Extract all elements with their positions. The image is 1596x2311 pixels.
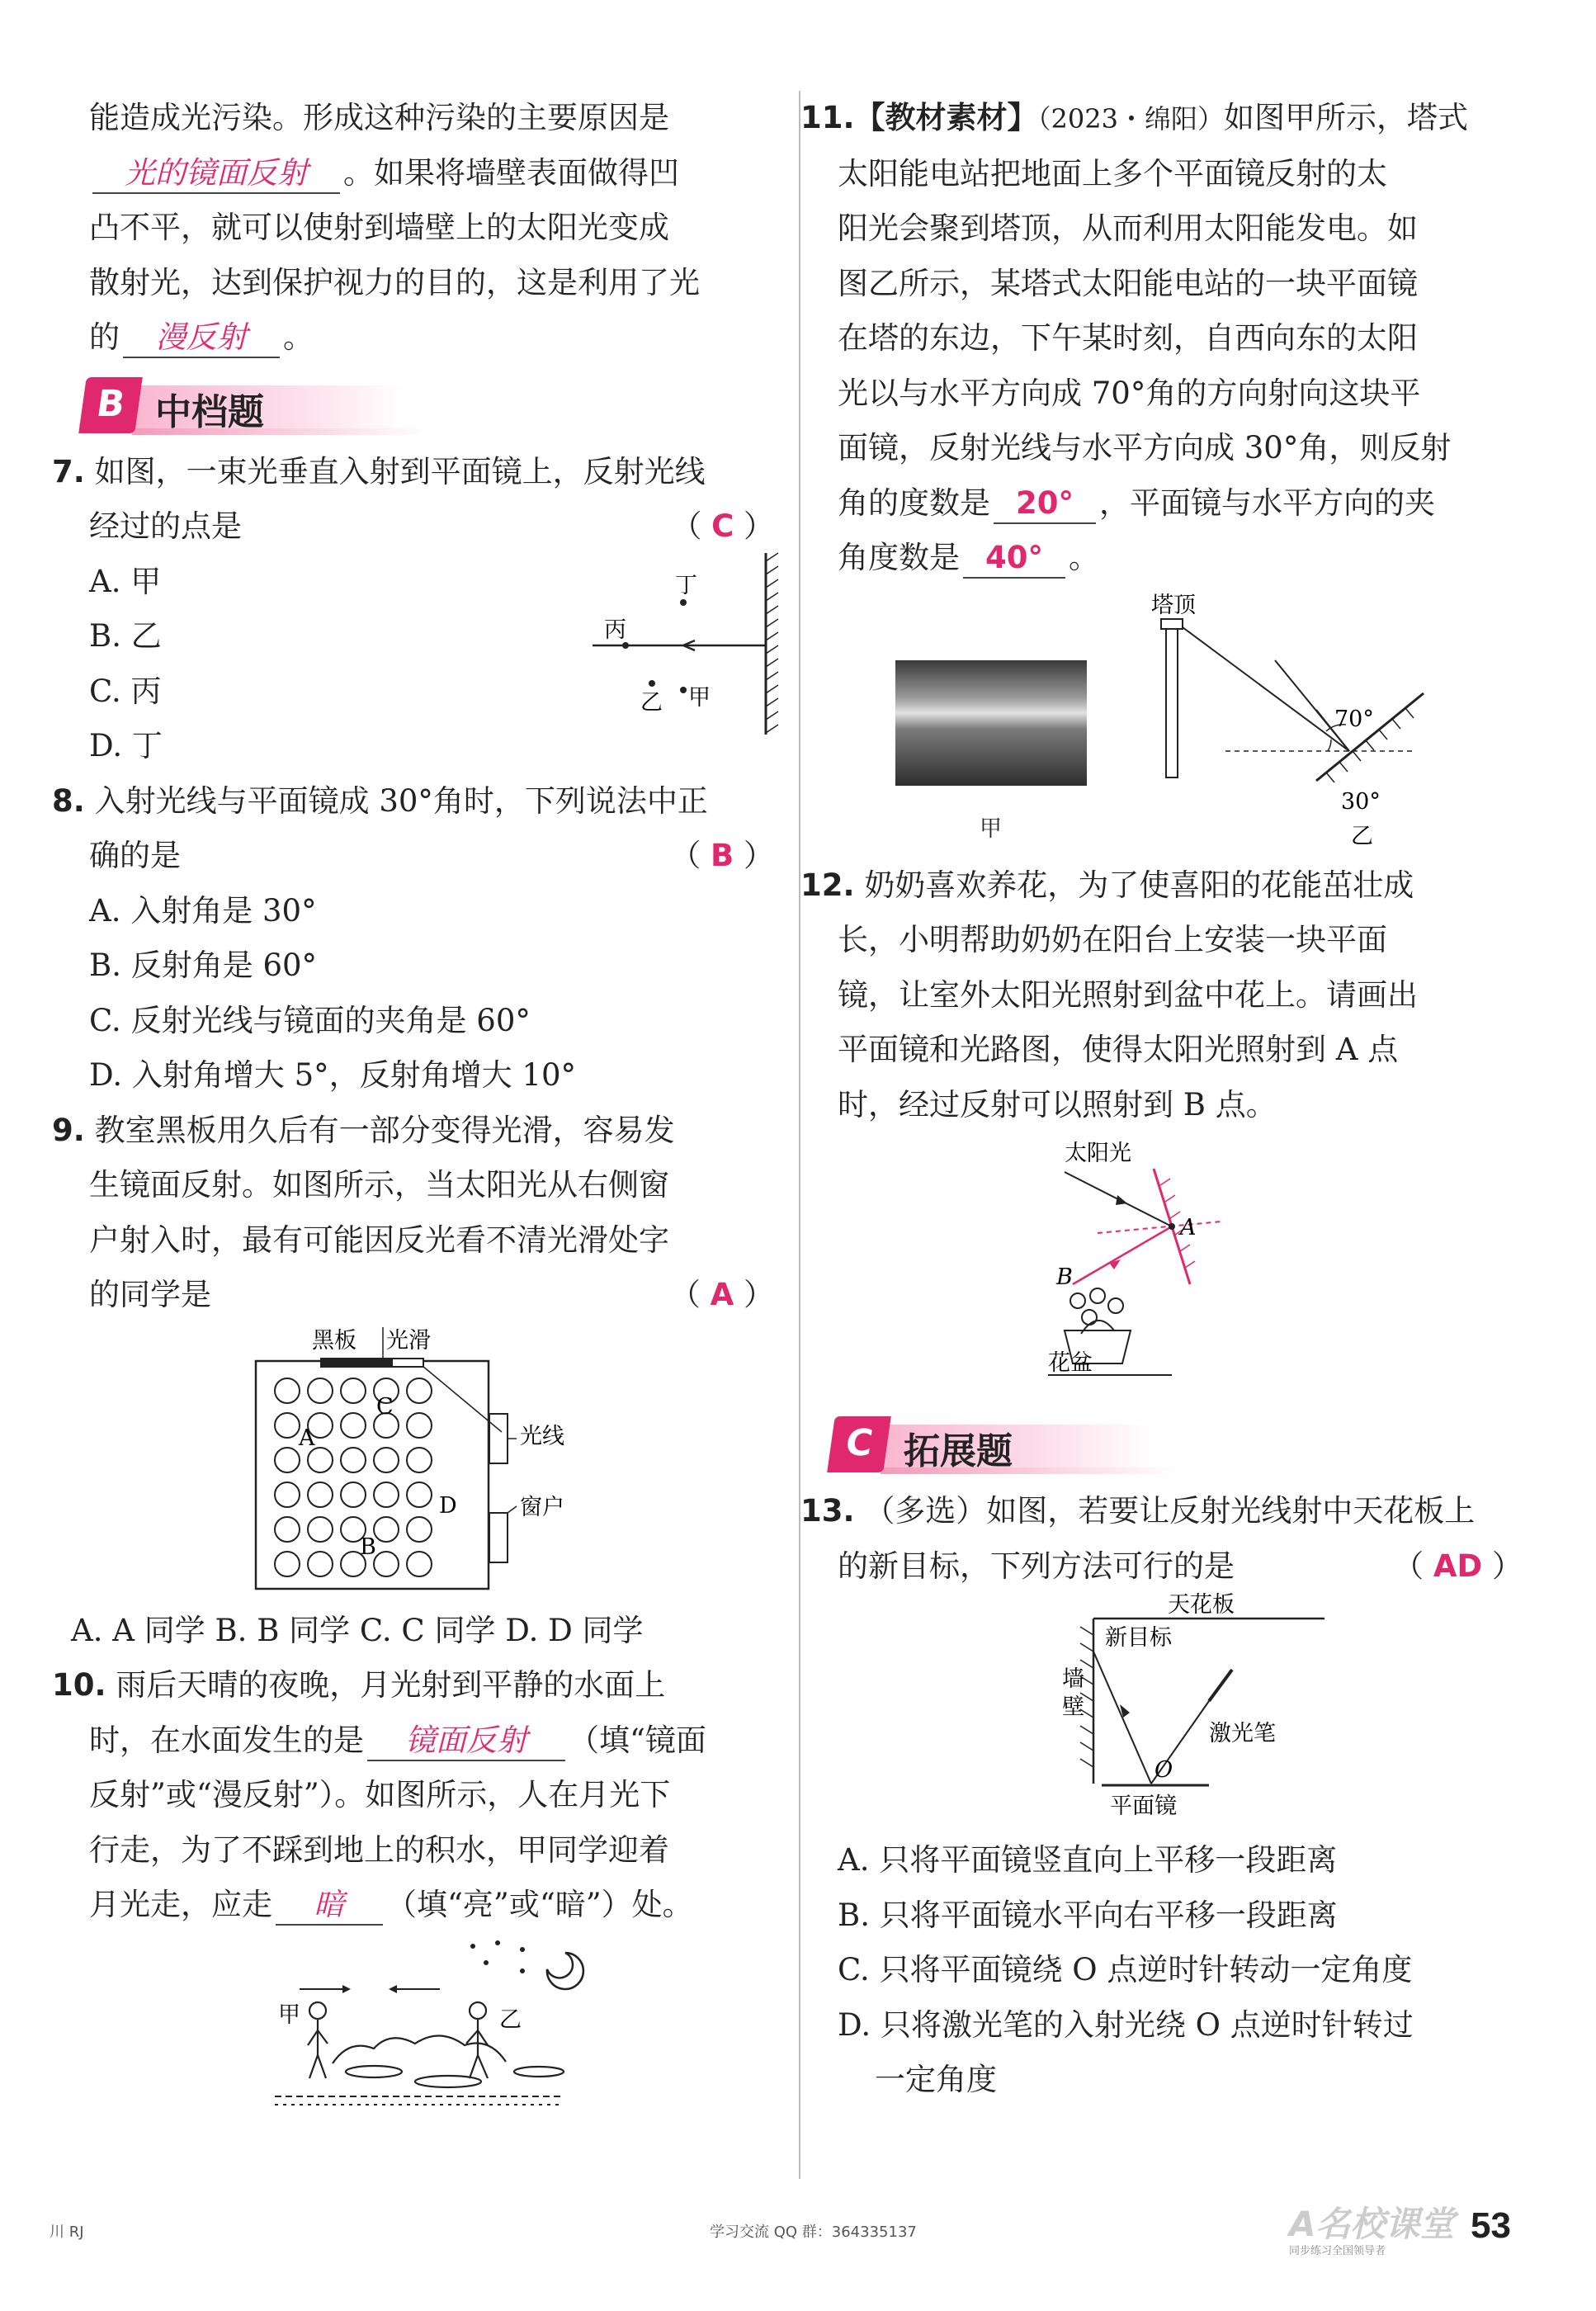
q11-label-yi: 乙	[1351, 823, 1373, 849]
q13-option-c: C. 只将平面镜绕 O 点逆时针转动一定角度	[838, 1952, 1413, 1987]
q13-label-o: O	[1155, 1757, 1173, 1783]
q12-label-pot: 花盆	[1048, 1350, 1093, 1376]
section-b-title: 中档题	[155, 390, 264, 433]
q6-line3: 凸不平，就可以使射到墙壁上的太阳光变成	[89, 210, 669, 245]
q10-stem-2: 时，在水面发生的是 镜面反射 （填“镜面	[89, 1713, 774, 1769]
q11-stem-8: 角的度数是 20° ，平面镜与水平方向的夹	[838, 476, 1523, 532]
q9-label-a: A	[299, 1425, 315, 1451]
q9-stem-2: 生镜面反射。如图所示，当太阳光从右侧窗	[89, 1167, 669, 1203]
q8-option-a: A. 入射角是 30°	[89, 892, 317, 929]
q11-diagram-yi	[1151, 586, 1481, 858]
q11-stem-6: 光以与水平方向成 70°角的方向射向这块平	[838, 375, 1421, 411]
q13-label-laser: 激光笔	[1209, 1721, 1276, 1746]
q10-label-yi: 乙	[499, 2006, 522, 2033]
q13-label-wall-1: 墙	[1062, 1666, 1084, 1692]
q10-label-jia: 甲	[278, 2001, 300, 2028]
q13-option-a: A. 只将平面镜竖直向上平移一段距离	[838, 1842, 1338, 1878]
right-column	[800, 91, 1523, 2108]
q9-classroom-figure	[254, 1323, 683, 1604]
q9-label-d: D	[439, 1492, 457, 1519]
q12-label-sun: 太阳光	[1065, 1141, 1131, 1166]
q11-stem-2: 太阳能电站把地面上多个平面镜反射的太	[838, 155, 1387, 191]
q7-option-a: A. 甲	[89, 563, 162, 599]
q11-stem-3: 阳光会聚到塔顶，从而利用太阳能发电。如	[838, 210, 1418, 246]
publisher-logo: A名校课堂 同步练习全国领导者	[1289, 2204, 1455, 2257]
q11-answer-blank-1: 20°	[994, 484, 1096, 524]
section-c-badge: C	[827, 1416, 891, 1472]
q11-stem-4: 图乙所示，某塔式太阳能电站的一块平面镜	[838, 265, 1418, 301]
q12-flowerpot-figure	[1048, 1136, 1329, 1400]
q12-stem-2: 长，小明帮助奶奶在阳台上安装一块平面	[838, 922, 1387, 957]
q13-option-b: B. 只将平面镜水平向右平移一段距离	[838, 1897, 1338, 1933]
q6-line1: 能造成光污染。形成这种污染的主要原因是	[89, 100, 669, 135]
q12-label-b: B	[1056, 1264, 1073, 1290]
q9-options: A. A 同学 B. B 同学 C. C 同学 D. D 同学	[71, 1612, 644, 1648]
q12-stem-5: 时，经过反射可以照射到 B 点。	[838, 1086, 1277, 1122]
q13-answer: AD	[1433, 1548, 1483, 1584]
q6-line2: 光的镜面反射 。如果将墙壁表面做得凹	[89, 146, 774, 201]
q12-label-a: A	[1180, 1215, 1197, 1241]
q13-label-target: 新目标	[1105, 1625, 1172, 1651]
q6-line5: 的 漫反射 。	[89, 310, 774, 366]
q9-label-smooth: 光滑	[386, 1327, 431, 1354]
q9-label-window: 窗户	[520, 1494, 564, 1520]
q7-label-jia: 甲	[688, 684, 711, 711]
q8-option-d: D. 入射角增大 5°，反射角增大 10°	[89, 1057, 577, 1093]
q6-answer-blank-1: 光的镜面反射	[92, 154, 340, 194]
section-c-header	[831, 1411, 1523, 1479]
q10-stem-5: 月光走，应走 暗 （填“亮”或“暗”）处。	[89, 1878, 774, 1933]
q7-label-bing: 丙	[604, 617, 626, 643]
q6-answer-blank-2: 漫反射	[123, 319, 280, 358]
q9-label-blackboard: 黑板	[312, 1327, 357, 1354]
q13-option-d-cont: 一定角度	[875, 2062, 997, 2097]
q12-stem-3: 镜，让室外太阳光照射到盆中花上。请画出	[838, 976, 1418, 1013]
q7-option-c: C. 丙	[89, 673, 162, 709]
q7-stem-2: 经过的点是 （ C ）	[89, 508, 774, 544]
q10-stem-4: 行走，为了不踩到地上的积水，甲同学迎着	[89, 1831, 669, 1868]
q11-label-jia: 甲	[980, 815, 1002, 842]
q8-answer: B	[711, 838, 734, 873]
q7-label-yi: 乙	[640, 689, 663, 716]
page-number: 53	[1471, 2205, 1511, 2246]
q9-answer: A	[710, 1277, 734, 1312]
q11-label-30deg: 30°	[1341, 788, 1381, 815]
left-column	[52, 91, 774, 2115]
q8-option-b: B. 反射角是 60°	[89, 948, 318, 983]
q6-line4: 散射光，达到保护视力的目的，这是利用了光	[89, 264, 700, 300]
q7-figure	[593, 553, 791, 751]
q9-stem: 9. 教室黑板用久后有一部分变得光滑，容易发	[52, 1112, 675, 1148]
q13-label-ceiling: 天花板	[1168, 1592, 1235, 1618]
q11-photo-jia	[895, 660, 1087, 786]
q8-stem-2: 确的是 （ B ）	[89, 838, 774, 873]
q7-stem: 7. 如图，一束光垂直入射到平面镜上，反射光线	[52, 453, 706, 489]
q10-stem: 10. 雨后天晴的夜晚，月光射到平静的水面上	[52, 1667, 666, 1703]
q10-answer-blank-1: 镜面反射	[367, 1722, 565, 1761]
q8-option-c: C. 反射光线与镜面的夹角是 60°	[89, 1002, 531, 1038]
section-b-header	[83, 372, 774, 440]
q8-stem: 8. 入射光线与平面镜成 30°角时，下列说法中正	[52, 782, 708, 819]
q13-label-mirror: 平面镜	[1110, 1794, 1177, 1819]
q9-label-c: C	[376, 1393, 394, 1420]
footer-qq-group: 学习交流 QQ 群：364335137	[710, 2224, 917, 2241]
q9-stem-3: 户射入时，最有可能因反光看不清光滑处字	[89, 1222, 669, 1258]
q7-label-ding: 丁	[675, 572, 697, 598]
q12-stem: 12. 奶奶喜欢养花，为了使喜阳的花能茁壮成	[800, 867, 1414, 903]
q7-answer: C	[711, 508, 734, 544]
q9-stem-4: 的同学是 （ A ）	[89, 1277, 774, 1312]
q7-option-d: D. 丁	[89, 728, 163, 763]
q13-stem: 13. （多选）如图，若要让反射光线射中天花板上	[800, 1493, 1476, 1529]
q11-stem-9: 角度数是 40° 。	[838, 531, 1523, 586]
q11-answer-blank-2: 40°	[963, 539, 1065, 579]
q10-answer-blank-2: 暗	[276, 1886, 383, 1926]
q10-moonlight-figure	[275, 1940, 654, 2113]
q13-stem-2: 的新目标，下列方法可行的是 （ AD ）	[838, 1548, 1523, 1584]
section-b-badge: B	[78, 377, 143, 433]
q11-label-70deg: 70°	[1334, 706, 1374, 732]
column-divider	[799, 91, 800, 2179]
q9-label-b: B	[360, 1534, 376, 1560]
q13-label-wall-2: 壁	[1062, 1694, 1084, 1720]
q12-stem-4: 平面镜和光路图，使得太阳光照射到 A 点	[838, 1032, 1399, 1067]
q10-stem-3: 反射”或“漫反射”）。如图所示，人在月光下	[89, 1777, 671, 1812]
q9-label-light: 光线	[520, 1423, 564, 1449]
footer-edition: 川 RJ	[50, 2224, 84, 2241]
q11-stem-5: 在塔的东边，下午某时刻，自西向东的太阳	[838, 320, 1418, 356]
q11-label-tower: 塔顶	[1151, 592, 1196, 618]
section-c-title: 拓展题	[904, 1430, 1013, 1472]
q11-stem: 11.【教材素材】（2023・绵阳）如图甲所示，塔式	[800, 100, 1468, 135]
q11-stem-7: 面镜，反射光线与水平方向成 30°角，则反射	[838, 430, 1452, 466]
q13-laser-figure	[1062, 1592, 1366, 1825]
q13-option-d: D. 只将激光笔的入射光绕 O 点逆时针转过	[838, 2006, 1414, 2043]
q7-option-b: B. 乙	[89, 618, 162, 654]
